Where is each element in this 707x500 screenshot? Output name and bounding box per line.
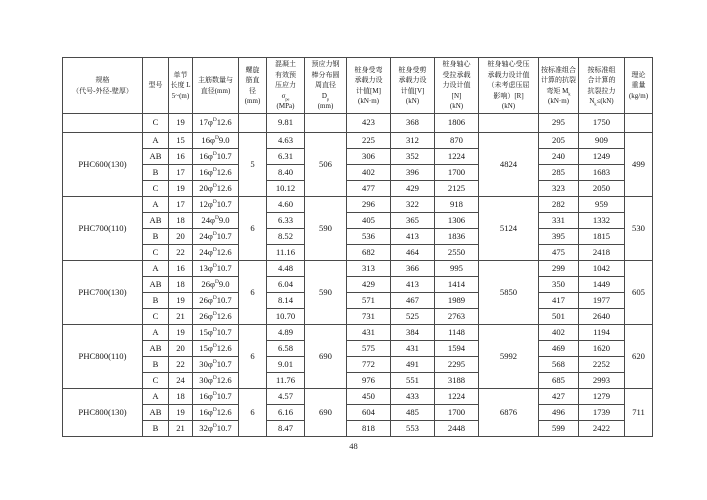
table-row bbox=[63, 114, 653, 133]
tension-capacity-cell: 1594 bbox=[435, 341, 479, 357]
column-header-length: 单节 长度 L 5~(m) bbox=[169, 58, 193, 114]
crack-tension-cell: 909 bbox=[579, 133, 625, 149]
table-row bbox=[63, 277, 653, 293]
shear-capacity-cell: 467 bbox=[391, 293, 435, 309]
table-row bbox=[63, 389, 653, 405]
crack-moment-cell: 496 bbox=[539, 405, 579, 421]
rebar-cell: $13\varphi^D10.7$ bbox=[193, 261, 239, 277]
rebar-cell: $15\varphi^D12.6$ bbox=[193, 341, 239, 357]
prestress-cell: 6.31 bbox=[267, 149, 305, 165]
table-row bbox=[63, 421, 653, 437]
spiral-diameter-cell: 6 bbox=[239, 261, 267, 325]
crack-moment-cell: 475 bbox=[539, 245, 579, 261]
prestress-cell: 4.63 bbox=[267, 133, 305, 149]
page-number: 48 bbox=[349, 441, 358, 451]
crack-tension-cell: 1194 bbox=[579, 325, 625, 341]
column-header-spec: 规格 （代号-外径-壁厚） bbox=[63, 58, 143, 114]
table-row bbox=[63, 341, 653, 357]
model-cell: A bbox=[143, 325, 169, 341]
theoretical-weight-cell: 711 bbox=[625, 389, 653, 437]
crack-moment-cell: 323 bbox=[539, 181, 579, 197]
spec-cell: PHC800(110) bbox=[63, 325, 143, 389]
bending-capacity-cell: 731 bbox=[347, 309, 391, 325]
spiral-diameter-cell: 6 bbox=[239, 325, 267, 389]
crack-moment-cell: 350 bbox=[539, 277, 579, 293]
length-cell: 19 bbox=[169, 293, 193, 309]
crack-moment-cell: 599 bbox=[539, 421, 579, 437]
tension-capacity-cell: 2448 bbox=[435, 421, 479, 437]
crack-moment-cell: 568 bbox=[539, 357, 579, 373]
prestress-cell: 10.12 bbox=[267, 181, 305, 197]
spiral-diameter-cell: 5 bbox=[239, 133, 267, 197]
model-cell: B bbox=[143, 165, 169, 181]
crack-moment-cell: 501 bbox=[539, 309, 579, 325]
prestress-cell: 8.47 bbox=[267, 421, 305, 437]
rebar-cell: $20\varphi^D12.6$ bbox=[193, 181, 239, 197]
crack-tension-cell: 1449 bbox=[579, 277, 625, 293]
bending-capacity-cell: 976 bbox=[347, 373, 391, 389]
theoretical-weight-cell: 530 bbox=[625, 197, 653, 261]
prestress-cell: 6.16 bbox=[267, 405, 305, 421]
column-header-r: 桩身轴心受压 承载力设计值 （未考虑压屈 影响）[R] (kN) bbox=[479, 58, 539, 114]
prestress-cell: 10.70 bbox=[267, 309, 305, 325]
length-cell: 20 bbox=[169, 229, 193, 245]
table-row bbox=[63, 197, 653, 213]
table-row bbox=[63, 309, 653, 325]
bending-capacity-cell: 423 bbox=[347, 114, 391, 133]
prestress-cell: 11.76 bbox=[267, 373, 305, 389]
length-cell: 19 bbox=[169, 405, 193, 421]
model-cell: A bbox=[143, 133, 169, 149]
spiral-diameter-cell bbox=[239, 114, 267, 133]
shear-capacity-cell: 413 bbox=[391, 229, 435, 245]
crack-tension-cell: 1042 bbox=[579, 261, 625, 277]
length-cell: 16 bbox=[169, 261, 193, 277]
theoretical-weight-cell: 499 bbox=[625, 133, 653, 197]
column-header-m: 桩身受弯 承载力设 计值[M] (kN·m) bbox=[347, 58, 391, 114]
spiral-diameter-cell: 6 bbox=[239, 197, 267, 261]
spec-cell: PHC600(130) bbox=[63, 133, 143, 197]
rebar-cell: $30\varphi^D10.7$ bbox=[193, 357, 239, 373]
prestress-cell: 11.16 bbox=[267, 245, 305, 261]
table-row bbox=[63, 405, 653, 421]
table-row bbox=[63, 293, 653, 309]
table-row bbox=[63, 229, 653, 245]
prestress-cell: 4.60 bbox=[267, 197, 305, 213]
rebar-cell: $16\varphi^D12.6$ bbox=[193, 165, 239, 181]
model-cell: C bbox=[143, 114, 169, 133]
bending-capacity-cell: 450 bbox=[347, 389, 391, 405]
spec-cell bbox=[63, 114, 143, 133]
rebar-cell: $16\varphi^D10.7$ bbox=[193, 389, 239, 405]
length-cell: 21 bbox=[169, 309, 193, 325]
tension-capacity-cell: 1224 bbox=[435, 149, 479, 165]
bending-capacity-cell: 431 bbox=[347, 325, 391, 341]
length-cell: 19 bbox=[169, 114, 193, 133]
tension-capacity-cell: 1700 bbox=[435, 165, 479, 181]
shear-capacity-cell: 312 bbox=[391, 133, 435, 149]
length-cell: 17 bbox=[169, 165, 193, 181]
prestress-cell: 9.01 bbox=[267, 357, 305, 373]
crack-moment-cell: 299 bbox=[539, 261, 579, 277]
crack-tension-cell: 2050 bbox=[579, 181, 625, 197]
bending-capacity-cell: 536 bbox=[347, 229, 391, 245]
shear-capacity-cell: 553 bbox=[391, 421, 435, 437]
rebar-cell: $24\varphi^D9.0$ bbox=[193, 213, 239, 229]
shear-capacity-cell: 384 bbox=[391, 325, 435, 341]
length-cell: 19 bbox=[169, 325, 193, 341]
prestress-cell: 6.58 bbox=[267, 341, 305, 357]
prestress-cell: 4.57 bbox=[267, 389, 305, 405]
bending-capacity-cell: 306 bbox=[347, 149, 391, 165]
table-row bbox=[63, 373, 653, 389]
model-cell: AB bbox=[143, 213, 169, 229]
distribution-diameter-cell: 690 bbox=[305, 389, 347, 437]
model-cell: A bbox=[143, 261, 169, 277]
bending-capacity-cell: 682 bbox=[347, 245, 391, 261]
crack-tension-cell: 1279 bbox=[579, 389, 625, 405]
model-cell: AB bbox=[143, 149, 169, 165]
crack-tension-cell: 2418 bbox=[579, 245, 625, 261]
length-cell: 15 bbox=[169, 133, 193, 149]
length-cell: 18 bbox=[169, 389, 193, 405]
length-cell: 24 bbox=[169, 373, 193, 389]
theoretical-weight-cell: 605 bbox=[625, 261, 653, 325]
crack-tension-cell: 1683 bbox=[579, 165, 625, 181]
length-cell: 16 bbox=[169, 149, 193, 165]
tension-capacity-cell: 1836 bbox=[435, 229, 479, 245]
bending-capacity-cell: 402 bbox=[347, 165, 391, 181]
rebar-cell: $32\varphi^D10.7$ bbox=[193, 421, 239, 437]
theoretical-weight-cell bbox=[625, 114, 653, 133]
crack-moment-cell: 331 bbox=[539, 213, 579, 229]
crack-moment-cell: 395 bbox=[539, 229, 579, 245]
tension-capacity-cell: 1806 bbox=[435, 114, 479, 133]
column-header-sigma: 混凝土 有效预 压应力 $\sigma_{pe}$ (MPa) bbox=[267, 58, 305, 114]
crack-tension-cell: 1332 bbox=[579, 213, 625, 229]
prestress-cell: 6.04 bbox=[267, 277, 305, 293]
crack-moment-cell: 417 bbox=[539, 293, 579, 309]
model-cell: C bbox=[143, 373, 169, 389]
distribution-diameter-cell: 590 bbox=[305, 261, 347, 325]
bending-capacity-cell: 772 bbox=[347, 357, 391, 373]
compression-capacity-cell: 5992 bbox=[479, 325, 539, 389]
crack-moment-cell: 240 bbox=[539, 149, 579, 165]
rebar-cell: $16\varphi^D10.7$ bbox=[193, 149, 239, 165]
rebar-cell: $26\varphi^D12.6$ bbox=[193, 309, 239, 325]
crack-moment-cell: 427 bbox=[539, 389, 579, 405]
crack-moment-cell: 295 bbox=[539, 114, 579, 133]
shear-capacity-cell: 366 bbox=[391, 261, 435, 277]
bending-capacity-cell: 575 bbox=[347, 341, 391, 357]
distribution-diameter-cell: 506 bbox=[305, 133, 347, 197]
shear-capacity-cell: 413 bbox=[391, 277, 435, 293]
crack-moment-cell: 685 bbox=[539, 373, 579, 389]
compression-capacity-cell: 5850 bbox=[479, 261, 539, 325]
tension-capacity-cell: 870 bbox=[435, 133, 479, 149]
crack-tension-cell: 1815 bbox=[579, 229, 625, 245]
crack-tension-cell: 2422 bbox=[579, 421, 625, 437]
tension-capacity-cell: 1700 bbox=[435, 405, 479, 421]
spec-cell: PHC700(130) bbox=[63, 261, 143, 325]
crack-tension-cell: 2993 bbox=[579, 373, 625, 389]
crack-tension-cell: 959 bbox=[579, 197, 625, 213]
tension-capacity-cell: 2125 bbox=[435, 181, 479, 197]
spec-cell: PHC800(130) bbox=[63, 389, 143, 437]
table-row bbox=[63, 181, 653, 197]
bending-capacity-cell: 429 bbox=[347, 277, 391, 293]
shear-capacity-cell: 485 bbox=[391, 405, 435, 421]
compression-capacity-cell: 5124 bbox=[479, 197, 539, 261]
prestress-cell: 6.33 bbox=[267, 213, 305, 229]
prestress-cell: 4.48 bbox=[267, 261, 305, 277]
model-cell: A bbox=[143, 197, 169, 213]
model-cell: B bbox=[143, 357, 169, 373]
table-row bbox=[63, 357, 653, 373]
column-header-rebar: 主筋数量与 直径(mm) bbox=[193, 58, 239, 114]
shear-capacity-cell: 396 bbox=[391, 165, 435, 181]
shear-capacity-cell: 491 bbox=[391, 357, 435, 373]
tension-capacity-cell: 1224 bbox=[435, 389, 479, 405]
table-row bbox=[63, 213, 653, 229]
model-cell: AB bbox=[143, 277, 169, 293]
shear-capacity-cell: 429 bbox=[391, 181, 435, 197]
length-cell: 22 bbox=[169, 357, 193, 373]
tension-capacity-cell: 2763 bbox=[435, 309, 479, 325]
shear-capacity-cell: 431 bbox=[391, 341, 435, 357]
shear-capacity-cell: 464 bbox=[391, 245, 435, 261]
distribution-diameter-cell: 590 bbox=[305, 197, 347, 261]
model-cell: AB bbox=[143, 341, 169, 357]
shear-capacity-cell: 525 bbox=[391, 309, 435, 325]
shear-capacity-cell: 368 bbox=[391, 114, 435, 133]
crack-tension-cell: 1750 bbox=[579, 114, 625, 133]
rebar-cell: $26\varphi^D10.7$ bbox=[193, 293, 239, 309]
compression-capacity-cell: 4824 bbox=[479, 133, 539, 197]
distribution-diameter-cell bbox=[305, 114, 347, 133]
column-header-nk: 按标准组 合计算的 抗裂拉力 $N_k\le(kN)$ bbox=[579, 58, 625, 114]
model-cell: C bbox=[143, 309, 169, 325]
column-header-n: 桩身轴心 受拉承载 力设计值 [N] (kN) bbox=[435, 58, 479, 114]
crack-moment-cell: 205 bbox=[539, 133, 579, 149]
bending-capacity-cell: 571 bbox=[347, 293, 391, 309]
model-cell: A bbox=[143, 389, 169, 405]
table-row bbox=[63, 149, 653, 165]
tension-capacity-cell: 1148 bbox=[435, 325, 479, 341]
crack-tension-cell: 2252 bbox=[579, 357, 625, 373]
bending-capacity-cell: 313 bbox=[347, 261, 391, 277]
tension-capacity-cell: 2295 bbox=[435, 357, 479, 373]
bending-capacity-cell: 477 bbox=[347, 181, 391, 197]
tension-capacity-cell: 3188 bbox=[435, 373, 479, 389]
crack-moment-cell: 469 bbox=[539, 341, 579, 357]
distribution-diameter-cell: 690 bbox=[305, 325, 347, 389]
tension-capacity-cell: 1989 bbox=[435, 293, 479, 309]
crack-moment-cell: 402 bbox=[539, 325, 579, 341]
bending-capacity-cell: 405 bbox=[347, 213, 391, 229]
tension-capacity-cell: 918 bbox=[435, 197, 479, 213]
prestress-cell: 8.40 bbox=[267, 165, 305, 181]
column-header-mk: 按标准组合 计算的抗裂 弯矩 $M_k$ (kN·m) bbox=[539, 58, 579, 114]
length-cell: 19 bbox=[169, 181, 193, 197]
shear-capacity-cell: 365 bbox=[391, 213, 435, 229]
crack-tension-cell: 1249 bbox=[579, 149, 625, 165]
column-header-dp: 预应力钢 棒分布圆 周直径 $D_p$ (mm) bbox=[305, 58, 347, 114]
rebar-cell: $24\varphi^D10.7$ bbox=[193, 229, 239, 245]
column-header-model: 型号 bbox=[143, 58, 169, 114]
model-cell: B bbox=[143, 229, 169, 245]
bending-capacity-cell: 604 bbox=[347, 405, 391, 421]
bending-capacity-cell: 296 bbox=[347, 197, 391, 213]
rebar-cell: $17\varphi^D12.6$ bbox=[193, 114, 239, 133]
spiral-diameter-cell: 6 bbox=[239, 389, 267, 437]
crack-moment-cell: 285 bbox=[539, 165, 579, 181]
spec-table bbox=[62, 57, 653, 437]
column-header-spiral: 螺旋 筋直 径 (mm) bbox=[239, 58, 267, 114]
length-cell: 22 bbox=[169, 245, 193, 261]
bending-capacity-cell: 818 bbox=[347, 421, 391, 437]
column-header-v: 桩身受剪 承载力设 计值[V] (kN) bbox=[391, 58, 435, 114]
crack-tension-cell: 1977 bbox=[579, 293, 625, 309]
table-row bbox=[63, 133, 653, 149]
table-row bbox=[63, 261, 653, 277]
column-header-weight: 理论 重量 (kg/m) bbox=[625, 58, 653, 114]
rebar-cell: $30\varphi^D12.6$ bbox=[193, 373, 239, 389]
crack-moment-cell: 282 bbox=[539, 197, 579, 213]
shear-capacity-cell: 551 bbox=[391, 373, 435, 389]
table-row bbox=[63, 245, 653, 261]
tension-capacity-cell: 995 bbox=[435, 261, 479, 277]
bending-capacity-cell: 225 bbox=[347, 133, 391, 149]
rebar-cell: $26\varphi^D9.0$ bbox=[193, 277, 239, 293]
length-cell: 20 bbox=[169, 341, 193, 357]
crack-tension-cell: 2640 bbox=[579, 309, 625, 325]
rebar-cell: $24\varphi^D12.6$ bbox=[193, 245, 239, 261]
compression-capacity-cell bbox=[479, 114, 539, 133]
table-row bbox=[63, 165, 653, 181]
theoretical-weight-cell: 620 bbox=[625, 325, 653, 389]
table-row bbox=[63, 325, 653, 341]
rebar-cell: $16\varphi^D9.0$ bbox=[193, 133, 239, 149]
table-header-row bbox=[63, 58, 653, 114]
crack-tension-cell: 1620 bbox=[579, 341, 625, 357]
shear-capacity-cell: 322 bbox=[391, 197, 435, 213]
crack-tension-cell: 1739 bbox=[579, 405, 625, 421]
tension-capacity-cell: 1306 bbox=[435, 213, 479, 229]
length-cell: 18 bbox=[169, 277, 193, 293]
model-cell: B bbox=[143, 293, 169, 309]
shear-capacity-cell: 433 bbox=[391, 389, 435, 405]
tension-capacity-cell: 1414 bbox=[435, 277, 479, 293]
spec-cell: PHC700(110) bbox=[63, 197, 143, 261]
prestress-cell: 9.81 bbox=[267, 114, 305, 133]
model-cell: C bbox=[143, 181, 169, 197]
tension-capacity-cell: 2550 bbox=[435, 245, 479, 261]
rebar-cell: $12\varphi^D10.7$ bbox=[193, 197, 239, 213]
rebar-cell: $15\varphi^D10.7$ bbox=[193, 325, 239, 341]
length-cell: 17 bbox=[169, 197, 193, 213]
model-cell: C bbox=[143, 245, 169, 261]
prestress-cell: 8.14 bbox=[267, 293, 305, 309]
model-cell: B bbox=[143, 421, 169, 437]
length-cell: 21 bbox=[169, 421, 193, 437]
model-cell: AB bbox=[143, 405, 169, 421]
prestress-cell: 4.89 bbox=[267, 325, 305, 341]
length-cell: 18 bbox=[169, 213, 193, 229]
prestress-cell: 8.52 bbox=[267, 229, 305, 245]
compression-capacity-cell: 6876 bbox=[479, 389, 539, 437]
rebar-cell: $16\varphi^D12.6$ bbox=[193, 405, 239, 421]
shear-capacity-cell: 352 bbox=[391, 149, 435, 165]
